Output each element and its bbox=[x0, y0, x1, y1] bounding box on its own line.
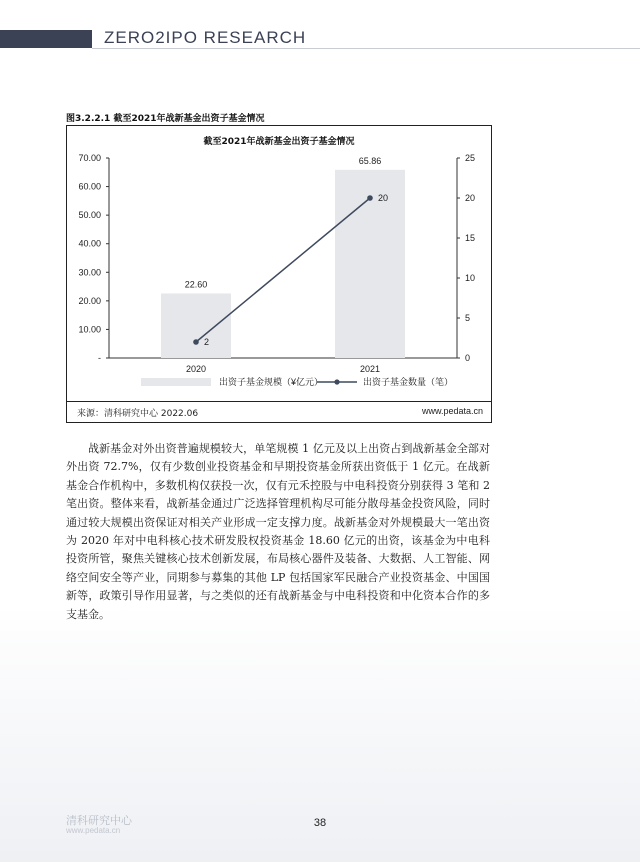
right-tick-label: 20 bbox=[465, 193, 476, 203]
left-tick-label: - bbox=[98, 353, 101, 363]
page-number: 38 bbox=[313, 817, 327, 829]
left-tick-label: 30.00 bbox=[78, 267, 101, 278]
header-title: ZERO2IPO RESEARCH bbox=[104, 28, 307, 47]
left-tick-label: 60.00 bbox=[78, 181, 101, 192]
figure-separator bbox=[67, 401, 491, 402]
figure-caption: 图3.2.2.1 截至2021年战新基金出资子基金情况 bbox=[66, 114, 265, 124]
right-tick-label: 0 bbox=[465, 353, 471, 363]
header-divider bbox=[92, 48, 640, 49]
left-tick-label: 70.00 bbox=[78, 153, 101, 163]
x-tick-label: 2021 bbox=[359, 364, 381, 374]
chart-title: 截至2021年战新基金出资子基金情况 bbox=[203, 137, 355, 147]
line-data-label: 20 bbox=[378, 193, 389, 203]
legend-marker-line bbox=[334, 379, 339, 384]
figure-source-url: www.pedata.cn bbox=[421, 406, 483, 416]
combo-chart bbox=[67, 126, 491, 401]
left-tick-label: 20.00 bbox=[78, 295, 101, 306]
bar bbox=[161, 293, 231, 358]
bar-data-label: 22.60 bbox=[184, 279, 208, 290]
right-tick-label: 25 bbox=[465, 153, 476, 163]
left-tick-label: 10.00 bbox=[78, 324, 101, 335]
figure-source: 来源：清科研究中心 2022.06 bbox=[77, 409, 199, 419]
header-accent-bar bbox=[0, 30, 92, 48]
line-point bbox=[367, 195, 373, 201]
line-data-label: 2 bbox=[204, 337, 210, 347]
body-paragraph: 战新基金对外出资普遍规模较大，单笔规模 1 亿元及以上出资占到战新基金全部对外出资 72.7%，仅有少数创业投资基金和早期投资基金所获出资低于 1 亿元。在战新基金合作机构中，多数机构仅获投一次，仅有元禾控股与中电科投资分别获得 3 笔和 2 笔出资。整体来看，战新基金通过广泛选择管理机构尽可能分散母基金投资风险，同时通过较大规模出资保证对相关产业形成一定支撑力度。战新基金对外规模最大一笔出资为 2020 年对中电科核心技术研发股权投资基金 18.60 亿元的出资，该基金为中电科投资所管，聚焦关键核心技术创新发展，布局核心器件及装备、大数据、人工智能、网络空间安全等产业，同期参与募集的其他 LP 包括国家军民融合产业投资基金、中国国新等，政策引导作用显著，与之类似的还有战新基金与中电科投资和中化资本合作的多支基金。 bbox=[66, 442, 490, 621]
legend-swatch-bar bbox=[141, 378, 211, 386]
right-tick-label: 10 bbox=[465, 273, 476, 283]
line-point bbox=[193, 339, 199, 345]
legend-label-line: 出资子基金数量（笔） bbox=[363, 377, 454, 387]
bar-data-label: 65.86 bbox=[358, 155, 382, 166]
body-text bbox=[66, 440, 490, 624]
legend-label-bar: 出资子基金规模（¥亿元） bbox=[219, 377, 324, 387]
footer-url: www.pedata.cn bbox=[66, 826, 121, 835]
left-tick-label: 40.00 bbox=[78, 238, 101, 249]
left-tick-label: 50.00 bbox=[78, 210, 101, 221]
right-tick-label: 5 bbox=[465, 313, 471, 323]
figure-box bbox=[66, 125, 492, 423]
right-tick-label: 15 bbox=[465, 233, 476, 243]
footer-org: 清科研究中心 bbox=[66, 814, 132, 827]
x-tick-label: 2020 bbox=[185, 364, 207, 374]
